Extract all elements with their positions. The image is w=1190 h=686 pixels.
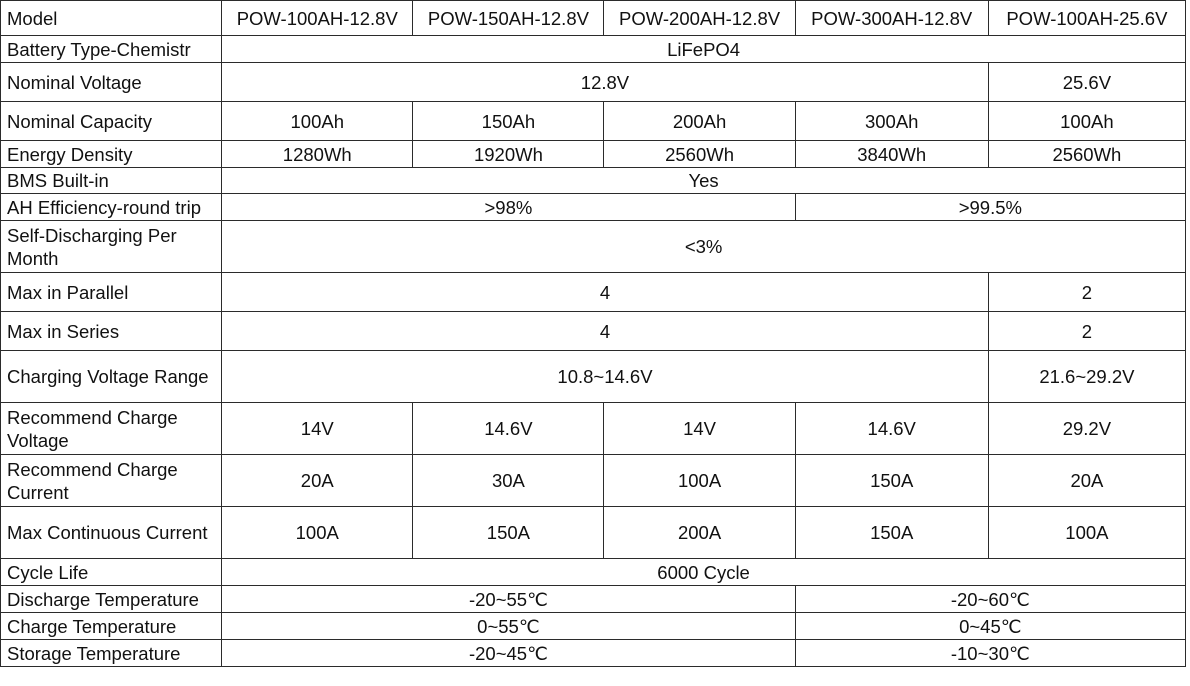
row-charge-temp xyxy=(1,613,1186,640)
table-cell: 3840Wh xyxy=(795,141,988,168)
table-cell: 2560Wh xyxy=(604,141,795,168)
chemistry-value: LiFePO4 xyxy=(222,36,1186,63)
row-max-parallel xyxy=(1,273,1186,312)
table-cell: 150Ah xyxy=(413,102,604,141)
max-parallel-25v: 2 xyxy=(988,273,1185,312)
storage-temp-a: -20~45℃ xyxy=(222,640,795,667)
row-label: BMS Built-in xyxy=(1,168,222,194)
row-charge-voltage xyxy=(1,403,1186,455)
row-label: Recommend Charge Voltage xyxy=(1,403,222,455)
row-max-series xyxy=(1,312,1186,351)
row-label: Storage Temperature xyxy=(1,640,222,667)
row-charge-current xyxy=(1,455,1186,507)
header-pow-300ah-12v: POW-300AH-12.8V xyxy=(795,1,988,36)
table-cell: 150A xyxy=(795,455,988,507)
row-label: Charge Temperature xyxy=(1,613,222,640)
cycle-life-value: 6000 Cycle xyxy=(222,559,1186,586)
max-parallel-12v: 4 xyxy=(222,273,989,312)
table-cell: 14.6V xyxy=(413,403,604,455)
charge-temp-b: 0~45℃ xyxy=(795,613,1185,640)
table-cell: 20A xyxy=(222,455,413,507)
row-label: Nominal Capacity xyxy=(1,102,222,141)
max-series-12v: 4 xyxy=(222,312,989,351)
row-energy-density xyxy=(1,141,1186,168)
table-cell: 14.6V xyxy=(795,403,988,455)
charging-range-25v: 21.6~29.2V xyxy=(988,351,1185,403)
charge-temp-a: 0~55℃ xyxy=(222,613,795,640)
table-cell: 1920Wh xyxy=(413,141,604,168)
table-cell: 29.2V xyxy=(988,403,1185,455)
max-series-25v: 2 xyxy=(988,312,1185,351)
ah-efficiency-b: >99.5% xyxy=(795,194,1185,221)
row-chemistry xyxy=(1,36,1186,63)
header-model: Model xyxy=(1,1,222,36)
table-cell: 100A xyxy=(222,507,413,559)
row-charging-range xyxy=(1,351,1186,403)
ah-efficiency-a: >98% xyxy=(222,194,795,221)
row-label: Self-Discharging Per Month xyxy=(1,221,222,273)
table-cell: 300Ah xyxy=(795,102,988,141)
bms-value: Yes xyxy=(222,168,1186,194)
row-continuous-current xyxy=(1,507,1186,559)
self-discharge-value: <3% xyxy=(222,221,1186,273)
row-bms xyxy=(1,168,1186,194)
table-cell: 1280Wh xyxy=(222,141,413,168)
table-cell: 200A xyxy=(604,507,795,559)
row-nominal-voltage xyxy=(1,63,1186,102)
table-cell: 100Ah xyxy=(988,102,1185,141)
discharge-temp-a: -20~55℃ xyxy=(222,586,795,613)
row-ah-efficiency xyxy=(1,194,1186,221)
row-label: Cycle Life xyxy=(1,559,222,586)
table-cell: 100A xyxy=(604,455,795,507)
row-label: Battery Type-Chemistr xyxy=(1,36,222,63)
row-label: AH Efficiency-round trip xyxy=(1,194,222,221)
charging-range-12v: 10.8~14.6V xyxy=(222,351,989,403)
table-cell: 14V xyxy=(604,403,795,455)
header-pow-200ah-12v: POW-200AH-12.8V xyxy=(604,1,795,36)
row-label: Nominal Voltage xyxy=(1,63,222,102)
nominal-voltage-25v: 25.6V xyxy=(988,63,1185,102)
row-label: Discharge Temperature xyxy=(1,586,222,613)
row-label: Max Continuous Current xyxy=(1,507,222,559)
table-cell: 14V xyxy=(222,403,413,455)
table-cell: 150A xyxy=(413,507,604,559)
row-discharge-temp xyxy=(1,586,1186,613)
storage-temp-b: -10~30℃ xyxy=(795,640,1185,667)
header-pow-150ah-12v: POW-150AH-12.8V xyxy=(413,1,604,36)
nominal-voltage-12v: 12.8V xyxy=(222,63,989,102)
table-cell: 100Ah xyxy=(222,102,413,141)
row-storage-temp xyxy=(1,640,1186,667)
row-label: Max in Series xyxy=(1,312,222,351)
table-cell: 20A xyxy=(988,455,1185,507)
row-label: Energy Density xyxy=(1,141,222,168)
table-cell: 2560Wh xyxy=(988,141,1185,168)
row-self-discharge xyxy=(1,221,1186,273)
header-row xyxy=(1,1,1186,36)
discharge-temp-b: -20~60℃ xyxy=(795,586,1185,613)
row-label: Charging Voltage Range xyxy=(1,351,222,403)
table-cell: 100A xyxy=(988,507,1185,559)
row-cycle-life xyxy=(1,559,1186,586)
header-pow-100ah-25v: POW-100AH-25.6V xyxy=(988,1,1185,36)
header-pow-100ah-12v: POW-100AH-12.8V xyxy=(222,1,413,36)
table-cell: 200Ah xyxy=(604,102,795,141)
row-label: Max in Parallel xyxy=(1,273,222,312)
row-nominal-capacity xyxy=(1,102,1186,141)
table-cell: 30A xyxy=(413,455,604,507)
row-label: Recommend Charge Current xyxy=(1,455,222,507)
table-cell: 150A xyxy=(795,507,988,559)
